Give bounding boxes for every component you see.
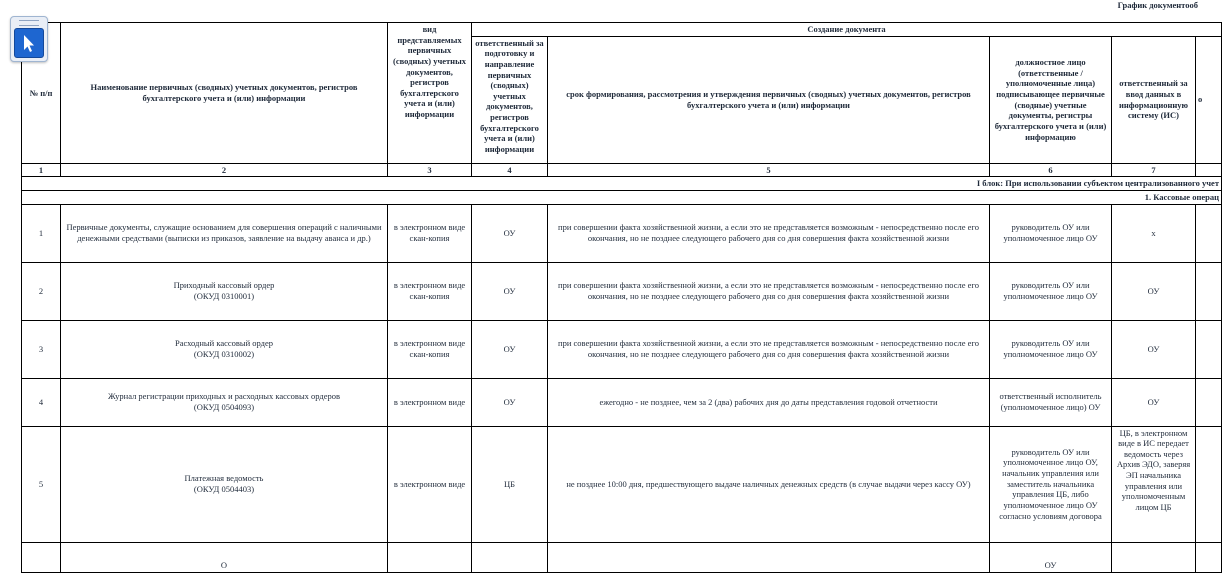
row-term: при совершении факта хозяйственной жизни, а если это не представляется возможным - непосредственно после его окончания, но не позднее следующего рабочего дня со дня совершения факта хозяйственной жизни [548,320,990,378]
row-responsible: ОУ [472,262,548,320]
row-input: ОУ [1112,320,1196,378]
row-num: 3 [22,320,61,378]
block-title: I блок: При использовании субъектом централизованного учет [22,177,1222,191]
colnum-5: 5 [548,163,990,177]
cursor-arrow-svg [15,29,43,57]
row-term: не позднее 10:00 дня, предшествующего выдаче наличных денежных средств (в случае выдачи через кассу ОУ) [548,426,990,542]
row-responsible [472,542,548,572]
table-row [22,262,1222,320]
row-num: 2 [22,262,61,320]
row-signer: ответственный исполнитель (уполномоченное лицо) ОУ [990,378,1112,426]
table-row [22,378,1222,426]
row-col8 [1196,320,1222,378]
row-input [1112,542,1196,572]
row-kind: в электронном виде скан-копия [388,320,472,378]
row-kind: в электронном виде [388,378,472,426]
row-name: Платежная ведомость (ОКУД 0504403) [61,426,388,542]
header-signer: должностное лицо (ответственные / уполномоченные лица) подписывающее первичные (сводные) учетные документы, регистры бухгалтерского учета и (или) информацию [990,36,1112,163]
row-name: Первичные документы, служащие основанием для совершения операций с наличными денежными средствами (выписки из приказов, заявление на выдачу аванса и др.) [61,204,388,262]
row-col8 [1196,262,1222,320]
row-responsible: ОУ [472,378,548,426]
row-col8 [1196,542,1222,572]
row-input: ОУ [1112,262,1196,320]
row-signer: руководитель ОУ или уполномоченное лицо ОУ [990,262,1112,320]
row-num: 1 [22,204,61,262]
row-col8 [1196,378,1222,426]
cursor-arrow-icon[interactable] [14,28,44,58]
row-col8 [1196,426,1222,542]
row-term: при совершении факта хозяйственной жизни, а если это не представляется возможным - непосредственно после его окончания, но не позднее следующего рабочего дня со дня совершения факта хозяйственной жизни [548,262,990,320]
colnum-3: 3 [388,163,472,177]
header-num: № п/п [22,23,61,164]
row-name: О [61,542,388,572]
table-row [22,320,1222,378]
row-col8 [1196,204,1222,262]
colnum-8 [1196,163,1222,177]
colnum-6: 6 [990,163,1112,177]
colnum-7: 7 [1112,163,1196,177]
header-responsible: ответственный за подготовку и направление первичных (сводных) учетных документов, регистров бухгалтерского учета и (или) информации [472,36,548,163]
row-term: при совершении факта хозяйственной жизни, а если это не представляется возможным - непосредственно после его окончания, но не позднее следующего рабочего дня со дня совершения факта хозяйственной жизни [548,204,990,262]
row-term: ежегодно - не позднее, чем за 2 (два) рабочих дня до даты представления годовой отчетности [548,378,990,426]
select-tool-button[interactable] [10,16,48,62]
row-input: х [1112,204,1196,262]
colnum-4: 4 [472,163,548,177]
column-numbers-row [22,163,1222,177]
section-title: 1. Кассовые операц [22,190,1222,204]
table-row [22,426,1222,542]
header-kind: вид представляемых первичных (сводных) учетных документов, регистров бухгалтерского учета и (или) информации [388,23,472,164]
row-responsible: ОУ [472,320,548,378]
table-row [22,204,1222,262]
header-group-creation: Создание документа [472,23,1222,37]
row-name: Приходный кассовый ордер (ОКУД 0310001) [61,262,388,320]
row-num [22,542,61,572]
row-input: ЦБ, в электронном виде в ИС передает ведомость через Архив ЭДО, заверяя ЭП начальника управления или уполномоченным лицом ЦБ [1112,426,1196,542]
row-signer: ОУ [990,542,1112,572]
table-row [22,542,1222,572]
row-num: 4 [22,378,61,426]
header-term: срок формирования, рассмотрения и утверждения первичных (сводных) учетных документов, регистров бухгалтерского учета и (или) информации [548,36,990,163]
document-title: График документооб [1117,0,1198,10]
document-flow-table [21,22,1222,573]
row-input: ОУ [1112,378,1196,426]
row-signer: руководитель ОУ или уполномоченное лицо ОУ, начальник управления или заместитель начальника управления ЦБ, либо уполномоченное лицо ОУ согласно условиям договора [990,426,1112,542]
colnum-2: 2 [61,163,388,177]
row-num: 5 [22,426,61,542]
header-col8: о [1196,36,1222,163]
row-responsible: ОУ [472,204,548,262]
row-kind: в электронном виде скан-копия [388,204,472,262]
row-term [548,542,990,572]
row-kind: в электронном виде [388,426,472,542]
row-kind: в электронном виде скан-копия [388,262,472,320]
drag-grip-icon[interactable] [19,20,39,26]
colnum-1: 1 [22,163,61,177]
spreadsheet-grid [21,22,1219,570]
row-name: Журнал регистрации приходных и расходных кассовых ордеров (ОКУД 0504093) [61,378,388,426]
header-input: ответственный за ввод данных в информационную систему (ИС) [1112,36,1196,163]
row-kind [388,542,472,572]
row-responsible: ЦБ [472,426,548,542]
header-name: Наименование первичных (сводных) учетных документов, регистров бухгалтерского учета и (или) информации [61,23,388,164]
row-signer: руководитель ОУ или уполномоченное лицо ОУ [990,204,1112,262]
row-name: Расходный кассовый ордер (ОКУД 0310002) [61,320,388,378]
row-signer: руководитель ОУ или уполномоченное лицо ОУ [990,320,1112,378]
